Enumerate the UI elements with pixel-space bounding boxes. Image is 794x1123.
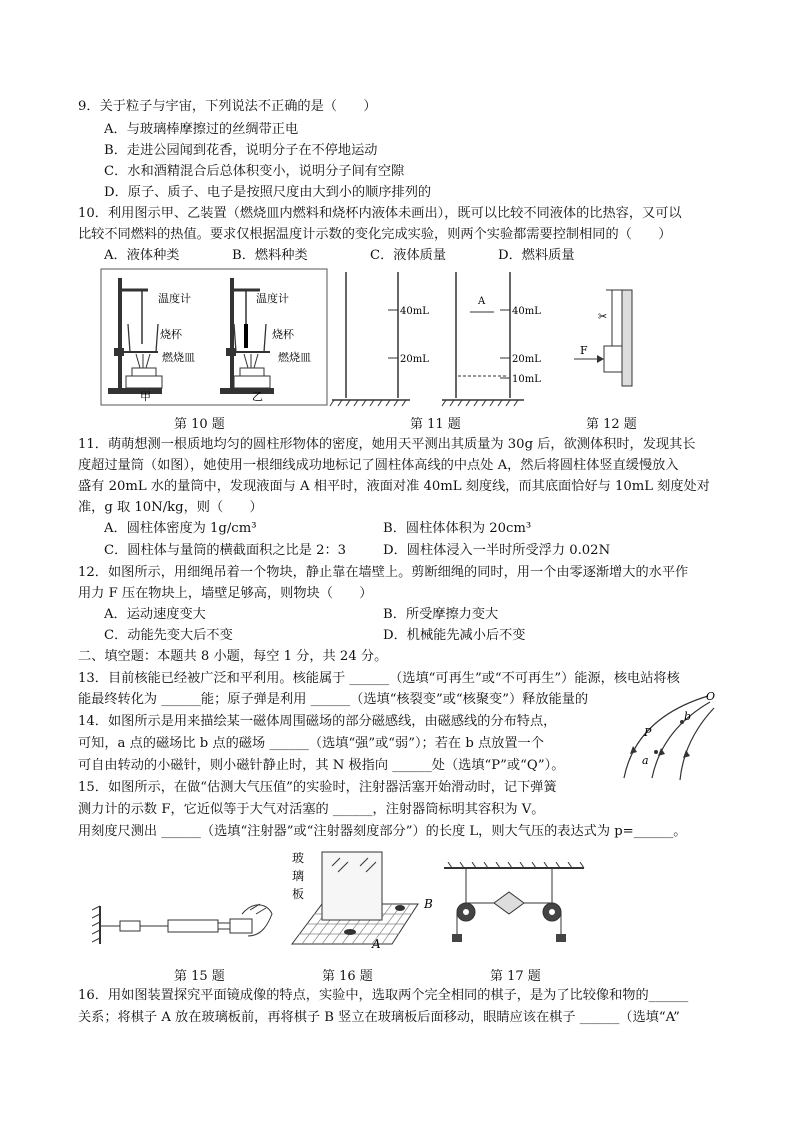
q10-option-c: C．液体质量 [370,248,447,263]
fig15-syringe [92,890,282,950]
q9-option-a: A．与玻璃棒摩擦过的丝绸带正电 [104,122,299,137]
q10-option-a: A．液体种类 [104,248,180,263]
fig11-mark-a: A [478,296,486,307]
q9-option-d: D．原子、质子、电子是按照尺度由大到小的顺序排列的 [104,185,432,200]
fig10-apparatus [100,268,328,406]
fig12-block-wall [566,288,646,392]
q11-line3: 盛有 20mL 水的量筒中，发现液面与 A 相平时，液面对准 40mL 刻度线，而其底面恰好与 10mL 刻度处对 [78,479,710,494]
q11-line4: 准，g 取 10N/kg，则（ ） [78,500,263,515]
fig11-left-20ml: 20mL [400,354,429,365]
section-fill-in-heading: 二、填空题：本题共 8 小题，每空 1 分，共 24 分。 [78,649,388,664]
fig10-label-dish-jia: 燃烧皿 [162,351,195,364]
fig14-label-o: O [706,690,716,703]
fig10-label-beaker-jia: 烧杯 [160,328,182,341]
cylinder-right [442,272,541,406]
fig11-right-40ml: 40mL [512,306,541,317]
caption-q11: 第 11 题 [410,417,461,432]
fig16-label-b: B [424,897,433,911]
fig14-label-a: a [642,754,649,767]
fig10-label-jia: 甲 [140,390,151,403]
q10-line2: 比较不同燃料的热值。要求仅根据温度计示数的变化完成实验，则两个实验都需要控制相同的（ ） [78,227,672,242]
q12-line2: 用力 F 压在物块上，墙壁足够高，则物块（ ） [78,586,373,601]
q15-line3: 用刻度尺测出 ______（选填“注射器”或“注射器刻度部分”）的长度 L，则大气压的表达式为 p=______。 [78,824,687,839]
q10-line1: 10．利用图示甲、乙装置（燃烧皿内燃料和烧杯内液体未画出），既可以比较不同液体的比热容，又可以 [78,206,682,221]
caption-q16: 第 16 题 [322,969,373,984]
fig11-right-10ml: 10mL [512,374,541,385]
fig11-left-40ml: 40mL [400,306,429,317]
fig14-field-lines [616,688,720,784]
fig17-pulleys [442,862,586,952]
q13-line1: 13．目前核能已经被广泛和平利用。核能属于 ______（选填“可再生”或“不可再生”）能源，核电站将核 [78,671,680,686]
q10-option-b: B．燃料种类 [232,248,308,263]
q13-line2: 能最终转化为 ______能；原子弹是利用 ______（选填“核裂变”或“核聚变”）释放能量的 [78,692,589,707]
q11-line2: 度超过量筒（如图），她使用一根细线成功地标记了圆柱体高线的中点处 A，然后将圆柱体竖直缓慢放入 [78,458,679,473]
q9-option-b: B．走进公园闻到花香，说明分子在不停地运动 [104,143,378,158]
q11-line1: 11．萌萌想测一根质地均匀的圆柱形物体的密度，她用天平测出其质量为 30g 后，欲测体积时，发现其长 [78,437,696,452]
q11-option-a: A．圆柱体密度为 1g/cm³ [104,521,257,536]
fig16-label-glass-1: 玻 [292,851,305,865]
q16-line1: 16．用如图装置探究平面镜成像的特点，实验中，选取两个完全相同的棋子，是为了比较像和物的______ [78,988,689,1003]
q11-option-d: D．圆柱体浸入一半时所受浮力 0.02N [383,543,611,558]
q16-line2: 关系；将棋子 A 放在玻璃板前，再将棋子 B 竖立在玻璃板后面移动，眼睛应该在棋子 ______（选填“A” [78,1010,680,1025]
q14-line1: 14．如图所示是用来描绘某一磁体周围磁场的部分磁感线，由磁感线的分布特点， [78,714,557,729]
fig11-right-20ml: 20mL [512,354,541,365]
apparatus-jia [108,278,162,394]
q15-line2: 测力计的示数 F，它近似等于大气对活塞的 ______，注射器筒标明其容积为 V。 [78,802,545,817]
fig12-label-f: F [580,344,588,357]
q10-option-d: D．燃料质量 [498,248,575,263]
fig10-label-beaker-yi: 烧杯 [272,328,294,341]
fig14-label-b: b [684,710,692,723]
fig10-label-thermo-yi: 温度计 [256,292,289,305]
fig10-label-dish-yi: 燃烧皿 [278,351,311,364]
caption-q15: 第 15 题 [174,969,225,984]
fig10-label-thermo-jia: 温度计 [158,292,191,305]
q12-option-d: D．机械能先减小后不变 [383,628,526,643]
cylinder-left [330,272,429,406]
caption-q12: 第 12 题 [586,417,637,432]
fig14-label-p: P [644,726,652,739]
q12-option-b: B．所受摩擦力变大 [383,607,499,622]
caption-q17: 第 17 题 [490,969,541,984]
fig16-glass-plate [288,846,438,950]
q9-option-c: C．水和酒精混合后总体积变小，说明分子间有空隙 [104,164,405,179]
fig16-label-glass-2: 璃 [292,869,305,883]
scissors-icon: ✂ [598,310,608,323]
q12-option-c: C．动能先变大后不变 [104,628,233,643]
q15-line1: 15．如图所示，在做“估测大气压值”的实验时，注射器活塞开始滑动时，记下弹簧 [78,780,557,795]
q12-line1: 12．如图所示，用细绳吊着一个物块，静止靠在墙壁上。剪断细绳的同时，用一个由零逐渐增大的水平作 [78,565,689,580]
fig16-label-glass-3: 板 [292,887,305,901]
fig11-cylinders [328,268,558,408]
caption-q10: 第 10 题 [174,417,225,432]
fig10-label-yi: 乙 [252,390,263,403]
q14-line3: 可自由转动的小磁针，则小磁针静止时，其 N 极指向 ______处（选填“P”或“Q”）。 [78,758,565,773]
q9-stem: 9．关于粒子与宇宙，下列说法不正确的是（ ） [78,99,377,114]
q11-option-c: C．圆柱体与量筒的横截面积之比是 2：3 [104,543,347,558]
fig16-label-a: A [372,937,381,950]
q14-line2: 可知，a 点的磁场比 b 点的磁场 ______（选填“强”或“弱”）；若在 b 点放置一个 [78,736,544,751]
q12-option-a: A．运动速度变大 [104,607,206,622]
q11-option-b: B．圆柱体体积为 20cm³ [383,521,532,536]
